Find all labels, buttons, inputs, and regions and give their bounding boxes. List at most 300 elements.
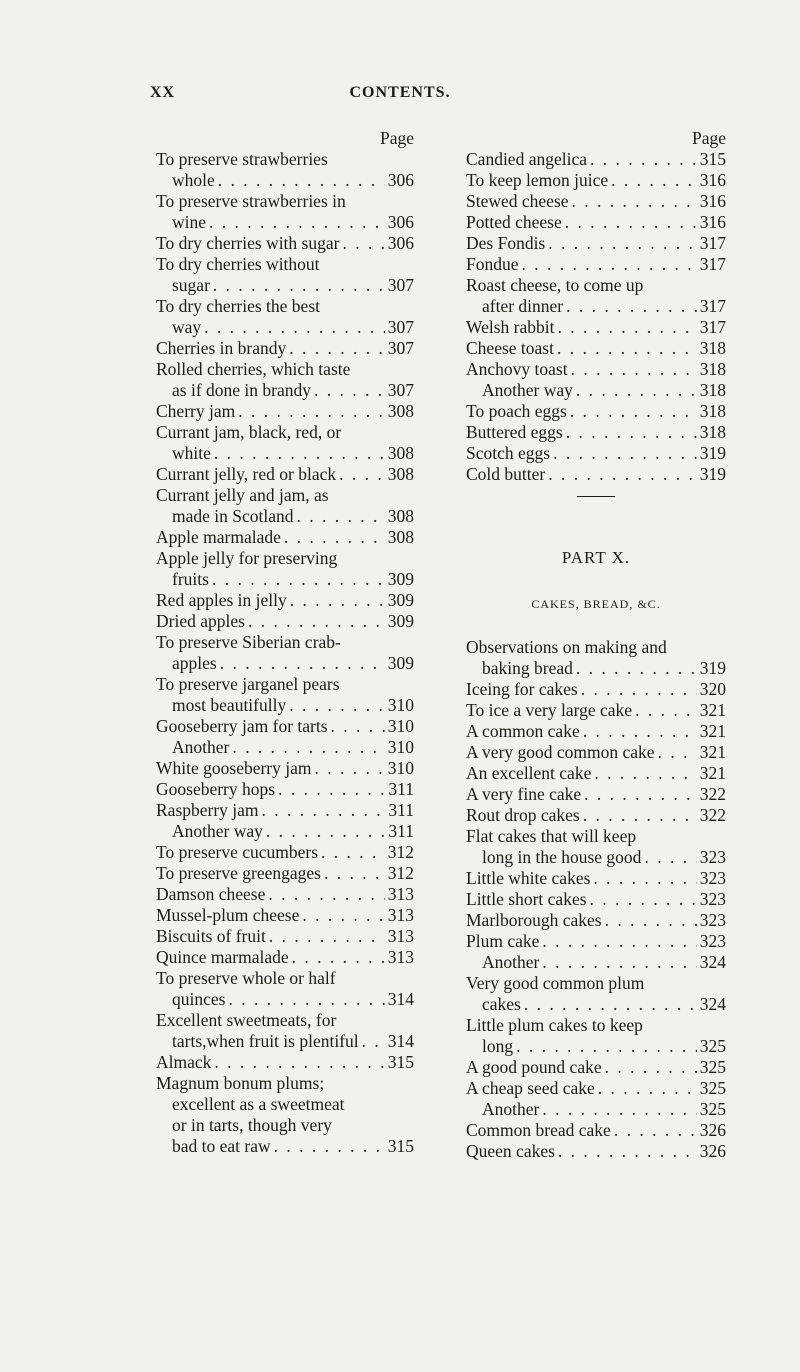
entry-row [466, 721, 726, 742]
entry-title-line: Little plum cakes to keep [466, 1015, 643, 1035]
entry-row [156, 506, 414, 527]
page-number: 323 [699, 847, 726, 867]
entry-title-line: Cherry jam [156, 401, 236, 421]
entry-row [156, 821, 414, 842]
contents-column-right [466, 128, 726, 1162]
leader-dots [605, 1057, 697, 1078]
leader-dots [557, 338, 697, 359]
entry-row [466, 191, 726, 212]
entry-row [156, 779, 414, 800]
page-number: 316 [699, 170, 726, 190]
contents-entry [156, 779, 414, 800]
leader-dots [583, 721, 697, 742]
leader-dots [314, 380, 385, 401]
entry-row [466, 401, 726, 422]
entry-row [466, 1099, 726, 1120]
entry-title-line: To dry cherries without [156, 254, 320, 274]
contents-entry [466, 952, 726, 973]
leader-dots [566, 296, 697, 317]
page-number: 312 [387, 842, 414, 862]
entry-title-line: Rolled cherries, which taste [156, 359, 351, 379]
entry-title-line: Red apples in jelly [156, 590, 287, 610]
entry-row [466, 1057, 726, 1078]
page-number: 321 [699, 742, 726, 762]
entry-row [466, 233, 726, 254]
entry-title-line: sugar [172, 275, 210, 295]
entry-title-line: To poach eggs [466, 401, 567, 421]
entry-title-line: most beautifully [172, 695, 287, 715]
entry-title-line: apples [172, 653, 217, 673]
leader-dots [558, 1141, 697, 1162]
entry-title-line: To preserve whole or half [156, 968, 336, 988]
leader-dots [590, 889, 697, 910]
contents-entry [156, 149, 414, 191]
entry-row [466, 931, 726, 952]
contents-entry [156, 548, 414, 590]
page-number: 316 [699, 212, 726, 232]
page-number: 325 [699, 1078, 726, 1098]
entry-title-line: Currant jelly and jam, as [156, 485, 329, 505]
entry-row [466, 700, 726, 721]
leader-dots [284, 527, 385, 548]
contents-entry [466, 1015, 726, 1057]
entry-row [466, 422, 726, 443]
leader-dots [315, 758, 385, 779]
entry-title-line: Damson cheese [156, 884, 266, 904]
page-number: 319 [699, 658, 726, 678]
page-number: 324 [699, 994, 726, 1014]
page-number: 309 [387, 569, 414, 589]
contents-entry [156, 905, 414, 926]
entry-row [156, 464, 414, 485]
entry-row [466, 1120, 726, 1141]
page-number: 321 [699, 763, 726, 783]
entry-title-line: Raspberry jam [156, 800, 259, 820]
entry-title-line: Scotch eggs [466, 443, 551, 463]
entry-title-line: Another [172, 737, 230, 757]
leader-dots [362, 1031, 385, 1052]
page-number: 311 [388, 821, 414, 841]
entry-row [466, 952, 726, 973]
page-folio: XX [150, 84, 176, 101]
leader-dots [590, 149, 697, 170]
entry-row [466, 296, 726, 317]
contents-entry [466, 1057, 726, 1078]
page-number: 323 [699, 931, 726, 951]
page-number: 311 [388, 779, 414, 799]
entry-title-line: Cherries in brandy [156, 338, 287, 358]
part-title: PART X. [561, 548, 631, 567]
entry-row [156, 716, 414, 737]
contents-entry [466, 679, 726, 700]
entry-row [466, 464, 726, 485]
page-number: 317 [699, 233, 726, 253]
leader-dots [218, 170, 385, 191]
entry-row [156, 905, 414, 926]
entry-title-line: white [172, 443, 211, 463]
entry-title-line: cakes [482, 994, 521, 1014]
contents-entry [466, 1099, 726, 1120]
contents-entry [466, 805, 726, 826]
entry-title-line: An excellent cake [466, 763, 592, 783]
page-number: 313 [387, 926, 414, 946]
contents-entry [466, 191, 726, 212]
leader-dots [228, 989, 384, 1010]
page-number: 307 [387, 338, 414, 358]
leader-dots [214, 443, 385, 464]
entry-title-line: way [172, 317, 202, 337]
leader-dots [598, 1078, 697, 1099]
entry-row [156, 947, 414, 968]
leader-dots [614, 1120, 697, 1141]
entry-title-line: Anchovy toast [466, 359, 568, 379]
entry-title-line: A very good common cake [466, 742, 655, 762]
contents-entry [156, 464, 414, 485]
entry-row [156, 380, 414, 401]
entry-row [466, 805, 726, 826]
entry-row [466, 742, 726, 763]
page-number: 321 [699, 721, 726, 741]
leader-dots [269, 926, 385, 947]
entry-row [466, 317, 726, 338]
page-number: 322 [699, 784, 726, 804]
page-number: 313 [387, 947, 414, 967]
contents-entry [466, 464, 726, 485]
leader-dots [611, 170, 697, 191]
leader-dots [238, 401, 385, 422]
contents-entry [466, 637, 726, 679]
contents-entry [466, 338, 726, 359]
entry-title-line: A good pound cake [466, 1057, 602, 1077]
contents-entry [466, 931, 726, 952]
entry-row [156, 842, 414, 863]
entry-row [466, 359, 726, 380]
contents-entry [156, 716, 414, 737]
entry-title-line: long in the house good [482, 847, 642, 867]
entry-row [156, 926, 414, 947]
leader-dots [583, 805, 697, 826]
entry-row [156, 1052, 414, 1073]
leader-dots [274, 1136, 385, 1157]
entry-row [156, 569, 414, 590]
contents-entry [466, 212, 726, 233]
entry-title-line: To preserve greengages [156, 863, 321, 883]
contents-entry [156, 296, 414, 338]
contents-entry [466, 380, 726, 401]
page-number: 326 [699, 1120, 726, 1140]
page-number: 308 [387, 506, 414, 526]
page-number: 325 [699, 1036, 726, 1056]
page-number: 314 [387, 1031, 414, 1051]
page-number: 317 [699, 254, 726, 274]
entry-row [466, 149, 726, 170]
leader-dots [542, 952, 696, 973]
entry-title-line: Rout drop cakes [466, 805, 580, 825]
contents-entry [156, 842, 414, 863]
entry-row [156, 863, 414, 884]
entry-row [156, 317, 414, 338]
leader-dots [232, 737, 384, 758]
entry-row [156, 170, 414, 191]
leader-dots [292, 947, 385, 968]
leader-dots [204, 317, 385, 338]
contents-entry [466, 721, 726, 742]
leader-dots [290, 590, 385, 611]
page-number: 320 [699, 679, 726, 699]
page-number: 315 [699, 149, 726, 169]
entry-title-line: To preserve strawberries [156, 149, 328, 169]
entry-row [156, 275, 414, 296]
entry-title-line: Biscuits of fruit [156, 926, 266, 946]
entry-title-line: whole [172, 170, 215, 190]
entry-title-line: Another way [482, 380, 573, 400]
contents-entry [466, 401, 726, 422]
contents-entry [156, 800, 414, 821]
leader-dots [268, 884, 384, 905]
contents-entry [156, 590, 414, 611]
page-number: 308 [387, 527, 414, 547]
page-number: 318 [699, 338, 726, 358]
entry-row [156, 212, 414, 233]
leader-dots [576, 380, 697, 401]
entry-title-line: To dry cherries with sugar [156, 233, 340, 253]
contents-column-left [156, 128, 414, 1157]
leader-dots [324, 863, 385, 884]
page-number: 326 [699, 1141, 726, 1161]
contents-entry [466, 784, 726, 805]
entry-row [466, 380, 726, 401]
entry-title-line: Little short cakes [466, 889, 587, 909]
entry-row [466, 910, 726, 931]
contents-entry [466, 868, 726, 889]
contents-entry [466, 275, 726, 317]
entry-title-line: Buttered eggs [466, 422, 563, 442]
entry-title-line: Des Fondis [466, 233, 546, 253]
page-number: 319 [699, 443, 726, 463]
contents-entry [156, 1010, 414, 1052]
entry-title-line: Excellent sweetmeats, for [156, 1010, 337, 1030]
contents-entry [466, 422, 726, 443]
page-number: 322 [699, 805, 726, 825]
entry-row [156, 590, 414, 611]
page-number: 323 [699, 910, 726, 930]
contents-entry [466, 254, 726, 275]
page-number: 308 [387, 464, 414, 484]
leader-dots [542, 931, 696, 952]
leader-dots [331, 716, 385, 737]
entry-title-line: To preserve strawberries in [156, 191, 346, 211]
entry-row [466, 1141, 726, 1162]
contents-entry [156, 485, 414, 527]
entry-title-line: Potted cheese [466, 212, 562, 232]
page-number: 319 [699, 464, 726, 484]
entry-title-line: Apple jelly for preserving [156, 548, 338, 568]
page-column-heading: Page [691, 128, 726, 148]
entry-title-line: Very good common plum [466, 973, 645, 993]
contents-entry [466, 910, 726, 931]
leader-dots [548, 464, 697, 485]
entry-row [156, 611, 414, 632]
leader-dots [342, 233, 384, 254]
entry-row [466, 994, 726, 1015]
page-number: 313 [387, 884, 414, 904]
entry-row [156, 1031, 414, 1052]
entry-title-line: A cheap seed cake [466, 1078, 595, 1098]
entry-row [466, 170, 726, 191]
contents-entry [156, 1052, 414, 1073]
entry-row [156, 338, 414, 359]
contents-entry [156, 254, 414, 296]
entry-row [466, 658, 726, 679]
leader-dots [278, 779, 385, 800]
contents-entry [156, 527, 414, 548]
leader-dots [213, 275, 385, 296]
entry-title-line: Currant jelly, red or black [156, 464, 337, 484]
contents-entry [466, 973, 726, 1015]
leader-dots [635, 700, 697, 721]
leader-dots [212, 569, 385, 590]
contents-entry [156, 947, 414, 968]
page-number: 317 [699, 317, 726, 337]
contents-entry [156, 359, 414, 401]
contents-entry [156, 737, 414, 758]
entry-title-line: fruits [172, 569, 209, 589]
entry-row [466, 443, 726, 464]
entry-row [466, 212, 726, 233]
leader-dots [570, 401, 697, 422]
contents-entry [156, 611, 414, 632]
contents-entry [466, 170, 726, 191]
leader-dots [565, 212, 697, 233]
part-subtitle: CAKES, BREAD, &C. [531, 597, 661, 611]
contents-entry [156, 674, 414, 716]
leader-dots [594, 763, 696, 784]
leader-dots [581, 679, 697, 700]
entry-title-line: To preserve Siberian crab- [156, 632, 341, 652]
leader-dots [522, 254, 697, 275]
entry-row [466, 1078, 726, 1099]
entry-title-line: excellent as a sweetmeat [172, 1094, 345, 1114]
contents-entry [156, 338, 414, 359]
contents-entry [466, 443, 726, 464]
entry-row [156, 800, 414, 821]
leader-dots [209, 212, 385, 233]
contents-entry [466, 317, 726, 338]
entry-title-line: A very fine cake [466, 784, 582, 804]
contents-entry [156, 233, 414, 254]
entry-row [466, 868, 726, 889]
entry-title-line: To preserve cucumbers [156, 842, 319, 862]
contents-entry [466, 359, 726, 380]
entry-title-line: Apple marmalade [156, 527, 281, 547]
contents-entry [466, 700, 726, 721]
page-number: 310 [387, 695, 414, 715]
entry-row [156, 233, 414, 254]
entry-title-line: Another [482, 952, 540, 972]
page-number: 321 [699, 700, 726, 720]
page-number: 318 [699, 359, 726, 379]
entry-title-line: Little white cakes [466, 868, 591, 888]
entry-title-line: made in Scotland [172, 506, 294, 526]
contents-entry [156, 821, 414, 842]
page-number: 318 [699, 401, 726, 421]
entry-row [466, 889, 726, 910]
page-number: 315 [387, 1136, 414, 1156]
entry-title-line: long [482, 1036, 514, 1056]
contents-entry [466, 149, 726, 170]
entry-title-line: Quince marmalade [156, 947, 289, 967]
entry-title-line: after dinner [482, 296, 564, 316]
contents-entry [156, 401, 414, 422]
contents-entry [466, 233, 726, 254]
page-number: 307 [387, 380, 414, 400]
entry-row [466, 784, 726, 805]
entry-row [156, 443, 414, 464]
section-divider [577, 496, 615, 497]
leader-dots [266, 821, 386, 842]
leader-dots [605, 910, 697, 931]
entry-title-line: Mussel-plum cheese [156, 905, 300, 925]
leader-dots [584, 784, 697, 805]
page-number: 308 [387, 401, 414, 421]
contents-entry [466, 826, 726, 868]
contents-list-cakes [466, 637, 726, 1162]
entry-title-line: Gooseberry hops [156, 779, 276, 799]
entry-row [156, 527, 414, 548]
page-number: 315 [387, 1052, 414, 1072]
entry-title-line: Gooseberry jam for tarts [156, 716, 328, 736]
leader-dots [321, 842, 385, 863]
page-number: 306 [387, 233, 414, 253]
leader-dots [593, 868, 696, 889]
page-number: 313 [387, 905, 414, 925]
entry-title-line: Magnum bonum plums; [156, 1073, 325, 1093]
leader-dots [302, 905, 384, 926]
entry-row [156, 401, 414, 422]
leader-dots [289, 695, 385, 716]
page-number: 317 [699, 296, 726, 316]
contents-entry [466, 1078, 726, 1099]
entry-title-line: baking bread [482, 658, 573, 678]
contents-entry [156, 632, 414, 674]
entry-title-line: White gooseberry jam [156, 758, 312, 778]
leader-dots [516, 1036, 697, 1057]
entry-title-line: wine [172, 212, 207, 232]
page-number: 310 [387, 737, 414, 757]
entry-row [466, 763, 726, 784]
entry-row [156, 1136, 414, 1157]
leader-dots [339, 464, 385, 485]
contents-entry [156, 863, 414, 884]
page-number: 307 [387, 317, 414, 337]
leader-dots [542, 1099, 696, 1120]
entry-title-line: To keep lemon juice [466, 170, 609, 190]
page-number: 325 [699, 1057, 726, 1077]
entry-title-line: To ice a very large cake [466, 700, 633, 720]
contents-entry [466, 763, 726, 784]
contents-entry [466, 889, 726, 910]
leader-dots [548, 233, 697, 254]
leader-dots [566, 422, 697, 443]
entry-row [466, 254, 726, 275]
entry-row [466, 338, 726, 359]
contents-entry [466, 742, 726, 763]
entry-title-line: or in tarts, though very [172, 1115, 332, 1135]
entry-title-line: quinces [172, 989, 226, 1009]
entry-title-line: as if done in brandy [172, 380, 311, 400]
entry-title-line: Iceing for cakes [466, 679, 578, 699]
page-number: 323 [699, 889, 726, 909]
